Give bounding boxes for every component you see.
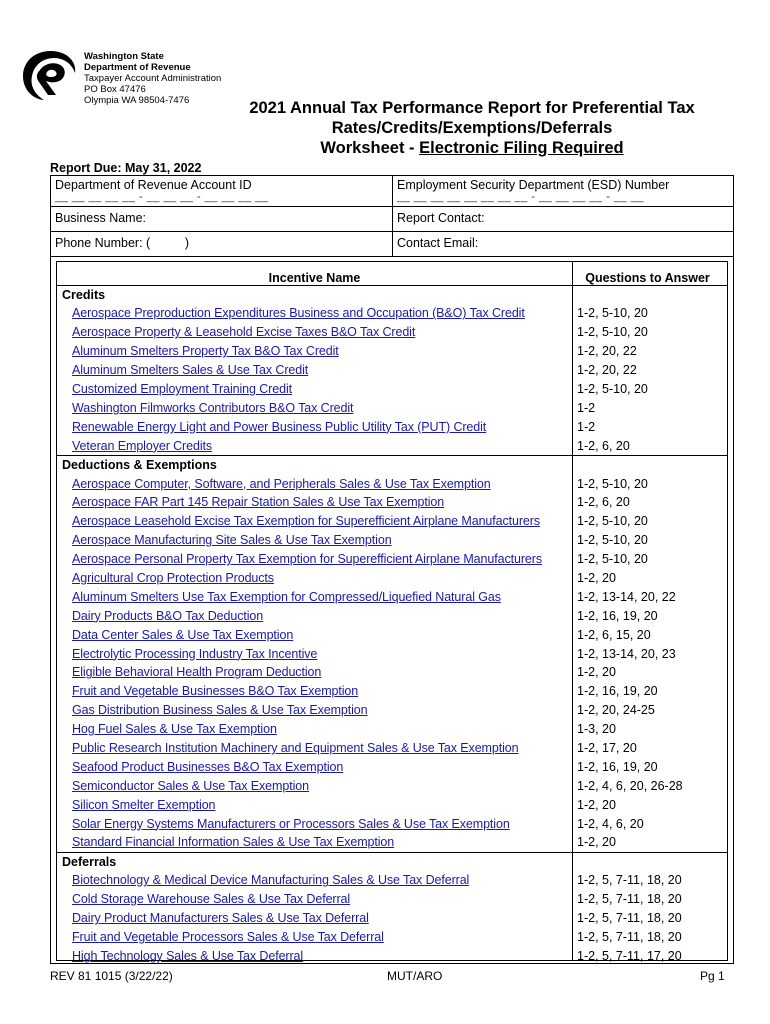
incentive-link[interactable]: Electrolytic Processing Industry Tax Incentive: [72, 646, 318, 661]
incentive-link[interactable]: Aerospace Personal Property Tax Exemption for Superefficient Airplane Manufacturers: [72, 552, 542, 567]
section-header: Credits: [57, 285, 727, 304]
incentive-link[interactable]: Seafood Product Businesses B&O Tax Exemption: [72, 759, 344, 774]
questions-to-answer: 1-2, 5, 7-11, 18, 20: [577, 930, 682, 945]
incentive-link[interactable]: Hog Fuel Sales & Use Tax Exemption: [72, 722, 277, 737]
questions-to-answer: 1-2, 16, 19, 20: [577, 684, 658, 699]
table-row: [57, 644, 727, 663]
questions-to-answer: 1-2, 5, 7-11, 18, 20: [577, 911, 682, 926]
table-row: [57, 776, 727, 795]
table-row: [57, 890, 727, 909]
agency-city: Olympia WA 98504-7476: [84, 95, 190, 106]
table-row: [57, 814, 727, 833]
table-row: [57, 720, 727, 739]
table-row: [57, 398, 727, 417]
dor-account-blank: __ __ __ __ __ - __ __ __ - __ __ __ __: [55, 191, 269, 203]
questions-to-answer: 1-2, 5-10, 20: [577, 533, 648, 548]
phone-number-field[interactable]: Phone Number: ( ): [55, 236, 190, 250]
table-row: [57, 928, 727, 947]
questions-to-answer: 1-2, 13-14, 20, 22: [577, 589, 676, 604]
agency-division: Taxpayer Account Administration: [84, 73, 222, 84]
title-line-1: 2021 Annual Tax Performance Report for Preferential Tax: [249, 99, 695, 117]
header-incentive-name: Incentive Name: [268, 271, 361, 285]
incentive-link[interactable]: High Technology Sales & Use Tax Deferral: [72, 948, 304, 963]
table-row: [57, 909, 727, 928]
incentive-link[interactable]: Aluminum Smelters Sales & Use Tax Credit: [72, 363, 309, 378]
questions-to-answer: 1-2, 20, 22: [577, 363, 637, 378]
questions-to-answer: 1-2, 20, 22: [577, 344, 637, 359]
section-header: Deductions & Exemptions: [57, 455, 727, 474]
incentive-table-inner: [56, 261, 728, 961]
incentive-link[interactable]: Veteran Employer Credits: [72, 438, 213, 453]
incentive-link[interactable]: Semiconductor Sales & Use Tax Exemption: [72, 778, 309, 793]
questions-to-answer: 1-2, 4, 6, 20: [577, 816, 644, 831]
questions-to-answer: 1-2, 5, 7-11, 18, 20: [577, 892, 682, 907]
agency-po-box: PO Box 47476: [84, 84, 146, 95]
agency-state: Washington State: [84, 51, 164, 62]
report-title: [212, 98, 732, 158]
contact-email-field[interactable]: Contact Email:: [392, 232, 733, 256]
questions-to-answer: 1-2, 6, 20: [577, 495, 630, 510]
table-row: [57, 417, 727, 436]
table-row: [57, 531, 727, 550]
questions-to-answer: 1-2: [577, 400, 596, 415]
table-row: [57, 342, 727, 361]
table-row: [57, 795, 727, 814]
incentive-link[interactable]: Aerospace Manufacturing Site Sales & Use Tax Exemption: [72, 533, 392, 548]
account-ids-row: [51, 176, 733, 207]
table-row: [57, 474, 727, 493]
table-sections: [57, 285, 727, 965]
esd-number-field[interactable]: [392, 176, 733, 206]
esd-number-blank: __ __ __ __ __ __ __ __ - __ __ __ __ - __ __: [397, 191, 644, 203]
table-row: [57, 436, 727, 455]
questions-to-answer: 1-2, 16, 19, 20: [577, 759, 658, 774]
incentive-link[interactable]: Aerospace Leasehold Excise Tax Exemption for Superefficient Airplane Manufacturers: [72, 514, 540, 529]
table-row: [57, 323, 727, 342]
agency-address: [84, 51, 221, 106]
incentive-link[interactable]: Solar Energy Systems Manufacturers or Processors Sales & Use Tax Exemption: [72, 816, 510, 831]
title-line-2: Rates/Credits/Exemptions/Deferrals: [331, 119, 613, 137]
incentive-link[interactable]: Fruit and Vegetable Processors Sales & Use Tax Deferral: [72, 930, 384, 945]
questions-to-answer: 1-2, 5-10, 20: [577, 476, 648, 491]
table-row: [57, 757, 727, 776]
table-row: [57, 606, 727, 625]
account-info-box: [50, 175, 734, 257]
table-row: [57, 493, 727, 512]
section-header: Deferrals: [57, 852, 727, 871]
incentive-table: [50, 256, 734, 964]
incentive-link[interactable]: Washington Filmworks Contributors B&O Tax Credit: [72, 400, 354, 415]
questions-to-answer: 1-2, 13-14, 20, 23: [577, 646, 676, 661]
dor-account-field[interactable]: [51, 176, 392, 206]
questions-to-answer: 1-2, 5-10, 20: [577, 382, 648, 396]
table-row: [57, 682, 727, 701]
questions-to-answer: 1-2, 5, 7-11, 17, 20: [577, 948, 682, 963]
questions-to-answer: 1-2, 20: [577, 571, 616, 586]
incentive-link[interactable]: Fruit and Vegetable Businesses B&O Tax Exemption: [72, 684, 359, 699]
incentive-link[interactable]: Aluminum Smelters Property Tax B&O Tax Credit: [72, 344, 339, 359]
incentive-link[interactable]: Aerospace FAR Part 145 Repair Station Sales & Use Tax Exemption: [72, 495, 445, 510]
incentive-link[interactable]: Aluminum Smelters Use Tax Exemption for Compressed/Liquefied Natural Gas: [72, 589, 501, 604]
incentive-link[interactable]: Standard Financial Information Sales & Use Tax Exemption: [72, 835, 395, 850]
column-divider: [572, 262, 573, 960]
incentive-link[interactable]: Data Center Sales & Use Tax Exemption: [72, 627, 294, 642]
footer-center: MUT/ARO: [387, 969, 443, 983]
agency-department: Department of Revenue: [84, 62, 191, 73]
questions-to-answer: 1-2, 5, 7-11, 18, 20: [577, 873, 682, 888]
incentive-link[interactable]: Aerospace Computer, Software, and Peripherals Sales & Use Tax Exemption: [72, 476, 491, 491]
incentive-link[interactable]: Public Research Institution Machinery and Equipment Sales & Use Tax Exemption: [72, 741, 519, 756]
incentive-link[interactable]: Customized Employment Training Credit: [72, 382, 293, 396]
business-name-field[interactable]: Business Name:: [55, 211, 147, 225]
table-row: [57, 380, 727, 399]
incentive-link[interactable]: Dairy Product Manufacturers Sales & Use Tax Deferral: [72, 911, 369, 926]
questions-to-answer: 1-2: [577, 419, 596, 434]
phone-row: [51, 232, 733, 256]
questions-to-answer: 1-2, 6, 20: [577, 438, 630, 453]
questions-to-answer: 1-2, 5-10, 20: [577, 552, 648, 567]
questions-to-answer: 1-2, 5-10, 20: [577, 306, 648, 321]
table-row: [57, 739, 727, 758]
incentive-link[interactable]: Renewable Energy Light and Power Business Public Utility Tax (PUT) Credit: [72, 419, 487, 434]
questions-to-answer: 1-2, 20, 24-25: [577, 703, 655, 718]
title-line-3-prefix: Worksheet -: [320, 139, 420, 157]
dor-account-label: Department of Revenue Account ID: [55, 178, 252, 192]
table-row: [57, 833, 727, 852]
questions-to-answer: 1-2, 16, 19, 20: [577, 608, 658, 623]
table-row: [57, 304, 727, 323]
questions-to-answer: 1-2, 6, 15, 20: [577, 627, 651, 642]
questions-to-answer: 1-2, 20: [577, 835, 616, 850]
page-number: Pg 1: [700, 969, 725, 983]
incentive-link[interactable]: Dairy Products B&O Tax Deduction: [72, 608, 264, 623]
table-row: [57, 625, 727, 644]
questions-to-answer: 1-2, 5-10, 20: [577, 325, 648, 340]
incentive-link[interactable]: Silicon Smelter Exemption: [72, 797, 216, 812]
table-row: [57, 663, 727, 682]
table-row: [57, 947, 727, 966]
table-row: [57, 587, 727, 606]
table-row: [57, 871, 727, 890]
dor-logo: [20, 48, 82, 102]
title-line-3: [212, 138, 732, 158]
incentive-link[interactable]: Agricultural Crop Protection Products: [72, 571, 274, 586]
business-row: [51, 207, 733, 232]
incentive-link[interactable]: Aerospace Property & Leasehold Excise Taxes B&O Tax Credit: [72, 325, 416, 340]
incentive-link[interactable]: Cold Storage Warehouse Sales & Use Tax Deferral: [72, 892, 351, 907]
incentive-link[interactable]: Gas Distribution Business Sales & Use Tax Exemption: [72, 703, 368, 718]
questions-to-answer: 1-2, 17, 20: [577, 741, 637, 756]
questions-to-answer: 1-2, 20: [577, 797, 616, 812]
table-header: [57, 262, 727, 285]
esd-number-label: Employment Security Department (ESD) Number: [397, 178, 670, 192]
table-row: [57, 569, 727, 588]
questions-to-answer: 1-2, 20: [577, 665, 616, 680]
table-row: [57, 512, 727, 531]
title-line-3-underlined: Electronic Filing Required: [419, 139, 624, 157]
report-due: Report Due: May 31, 2022: [50, 161, 202, 175]
incentive-link[interactable]: Biotechnology & Medical Device Manufacturing Sales & Use Tax Deferral: [72, 873, 470, 888]
header-questions: Questions to Answer: [585, 271, 710, 285]
questions-to-answer: 1-2, 4, 6, 20, 26-28: [577, 778, 683, 793]
incentive-link[interactable]: Aerospace Preproduction Expenditures Business and Occupation (B&O) Tax Credit: [72, 306, 525, 321]
table-row: [57, 550, 727, 569]
report-contact-field[interactable]: Report Contact:: [392, 207, 733, 231]
questions-to-answer: 1-2, 5-10, 20: [577, 514, 648, 529]
questions-to-answer: 1-3, 20: [577, 722, 616, 737]
table-row: [57, 701, 727, 720]
incentive-link[interactable]: Eligible Behavioral Health Program Deduction: [72, 665, 322, 680]
table-row: [57, 361, 727, 380]
form-number: REV 81 1015 (3/22/22): [50, 969, 173, 983]
